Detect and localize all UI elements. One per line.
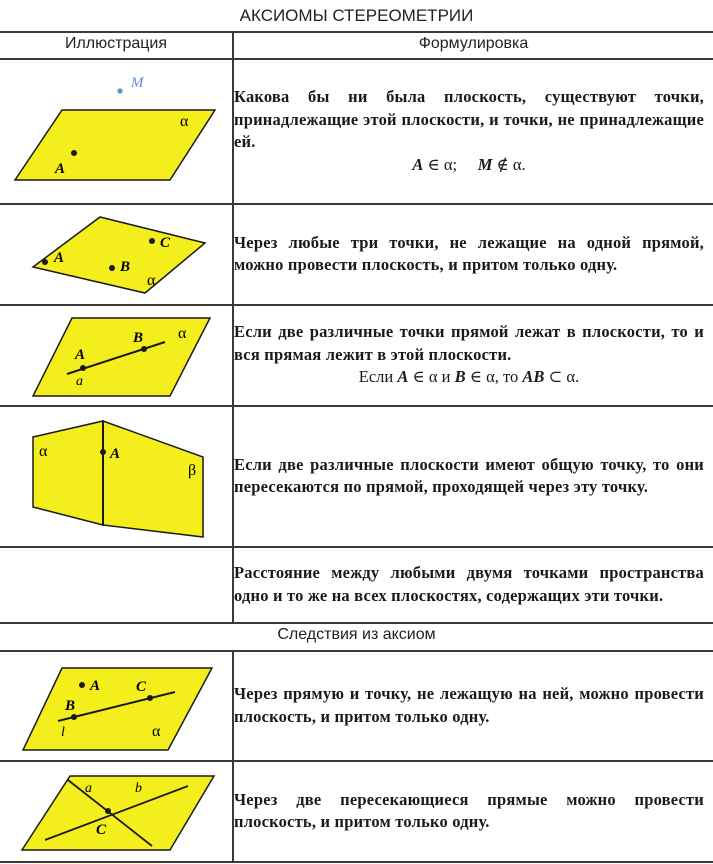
point-a-label: A — [54, 250, 65, 266]
formulation-corollary-1 — [234, 652, 704, 759]
axiom-3-text: Если две различные точки прямой лежат в плоскости, то и вся прямая лежит в этой плоскости. — [234, 322, 704, 364]
point-a-label: A — [110, 446, 121, 462]
formula-relation: ⊂ α. — [548, 367, 580, 387]
formulation-axiom-1 — [234, 60, 704, 202]
formula-word: Если — [358, 367, 394, 387]
formula-symbol: A — [412, 154, 424, 174]
axiom-2-text: Через любые три точки, не лежащие на одной прямой, можно провести плоскость, и притом только одну. — [234, 232, 704, 274]
point-b — [141, 346, 147, 352]
plane-beta-shape — [103, 421, 203, 537]
rule — [0, 31, 713, 33]
formula-symbol: B — [454, 367, 466, 387]
axiom-3-formula — [234, 366, 704, 389]
formulation-corollary-2 — [234, 762, 704, 860]
point-a-label: A — [90, 678, 101, 694]
formulation-axiom-5 — [234, 548, 704, 621]
point-a — [71, 150, 77, 156]
point-c-label: C — [160, 235, 171, 251]
plane-label: α — [147, 272, 156, 289]
column-header-formulation: Формулировка — [418, 35, 529, 52]
axiom-1-text: Какова бы ни была плоскость, существуют точки, принадлежащие этой плоскости, и точки, не принадлежащие ей. — [234, 87, 704, 151]
plane-beta-label: β — [188, 462, 197, 479]
point-b — [109, 265, 115, 271]
illustration-axiom-4 — [0, 407, 232, 545]
illustration-corollary-2 — [0, 762, 232, 860]
point-m-label: M — [131, 75, 144, 91]
point-a-label: A — [75, 347, 86, 363]
formula-relation: ∈ α; — [427, 154, 458, 174]
plane-shape — [23, 668, 212, 750]
line-b-label: b — [135, 781, 142, 796]
point-b-label: B — [133, 330, 144, 346]
formula-relation: ∉ α. — [496, 154, 526, 174]
point-b — [71, 714, 77, 720]
point-c-label: C — [136, 679, 147, 695]
illustration-axiom-1 — [0, 60, 232, 202]
illustration-axiom-2 — [0, 205, 232, 303]
point-c-label: C — [96, 822, 107, 838]
point-c — [147, 695, 153, 701]
plane-alpha-label: α — [39, 443, 48, 460]
point-a — [79, 682, 85, 688]
point-b-label: B — [65, 698, 76, 714]
illustration-axiom-3 — [0, 306, 232, 404]
plane-alpha-shape — [33, 421, 103, 525]
plane-label: α — [180, 113, 189, 130]
formulation-axiom-2 — [234, 205, 704, 303]
line-label: l — [61, 725, 65, 740]
formula-relation: ∈ α, то — [469, 367, 519, 387]
plane-label: α — [178, 325, 187, 342]
point-c — [149, 238, 155, 244]
formula-symbol: M — [477, 154, 493, 174]
corollary-1-text: Через прямую и точку, не лежащую на ней, можно провести плоскость, и притом только одну. — [234, 684, 704, 726]
line-label: a — [76, 374, 83, 389]
axiom-5-text: Расстояние между любыми двумя точками пространства одно и то же на всех плоскостях, содержащих эти точки. — [234, 563, 704, 605]
plane-label: α — [152, 723, 161, 740]
rule — [0, 622, 713, 624]
line-a-label: a — [85, 781, 92, 796]
formula-symbol: AB — [522, 367, 545, 387]
axiom-4-text: Если две различные плоскости имеют общую точку, то они пересекаются по прямой, проходящей через эту точку. — [234, 454, 704, 496]
point-a-label: A — [55, 161, 66, 177]
point-m — [117, 88, 122, 93]
rule — [0, 861, 713, 863]
corollaries-title: Следствия из аксиом — [277, 626, 436, 643]
point-a — [100, 449, 106, 455]
axiom-1-formula — [234, 154, 704, 177]
illustration-corollary-1 — [0, 652, 232, 759]
point-c — [105, 808, 111, 814]
point-b-label: B — [120, 259, 131, 275]
point-a — [80, 365, 86, 371]
corollary-2-text: Через две пересекающиеся прямые можно провести плоскость, и притом только одну. — [234, 789, 704, 831]
formulation-axiom-3 — [234, 306, 704, 404]
formula-relation: ∈ α и — [412, 367, 451, 387]
table-title: АКСИОМЫ СТЕРЕОМЕТРИИ — [239, 6, 474, 25]
point-a — [42, 259, 48, 265]
column-header-illustration: Иллюстрация — [64, 35, 168, 52]
formula-symbol: A — [397, 367, 409, 387]
formulation-axiom-4 — [234, 407, 704, 545]
